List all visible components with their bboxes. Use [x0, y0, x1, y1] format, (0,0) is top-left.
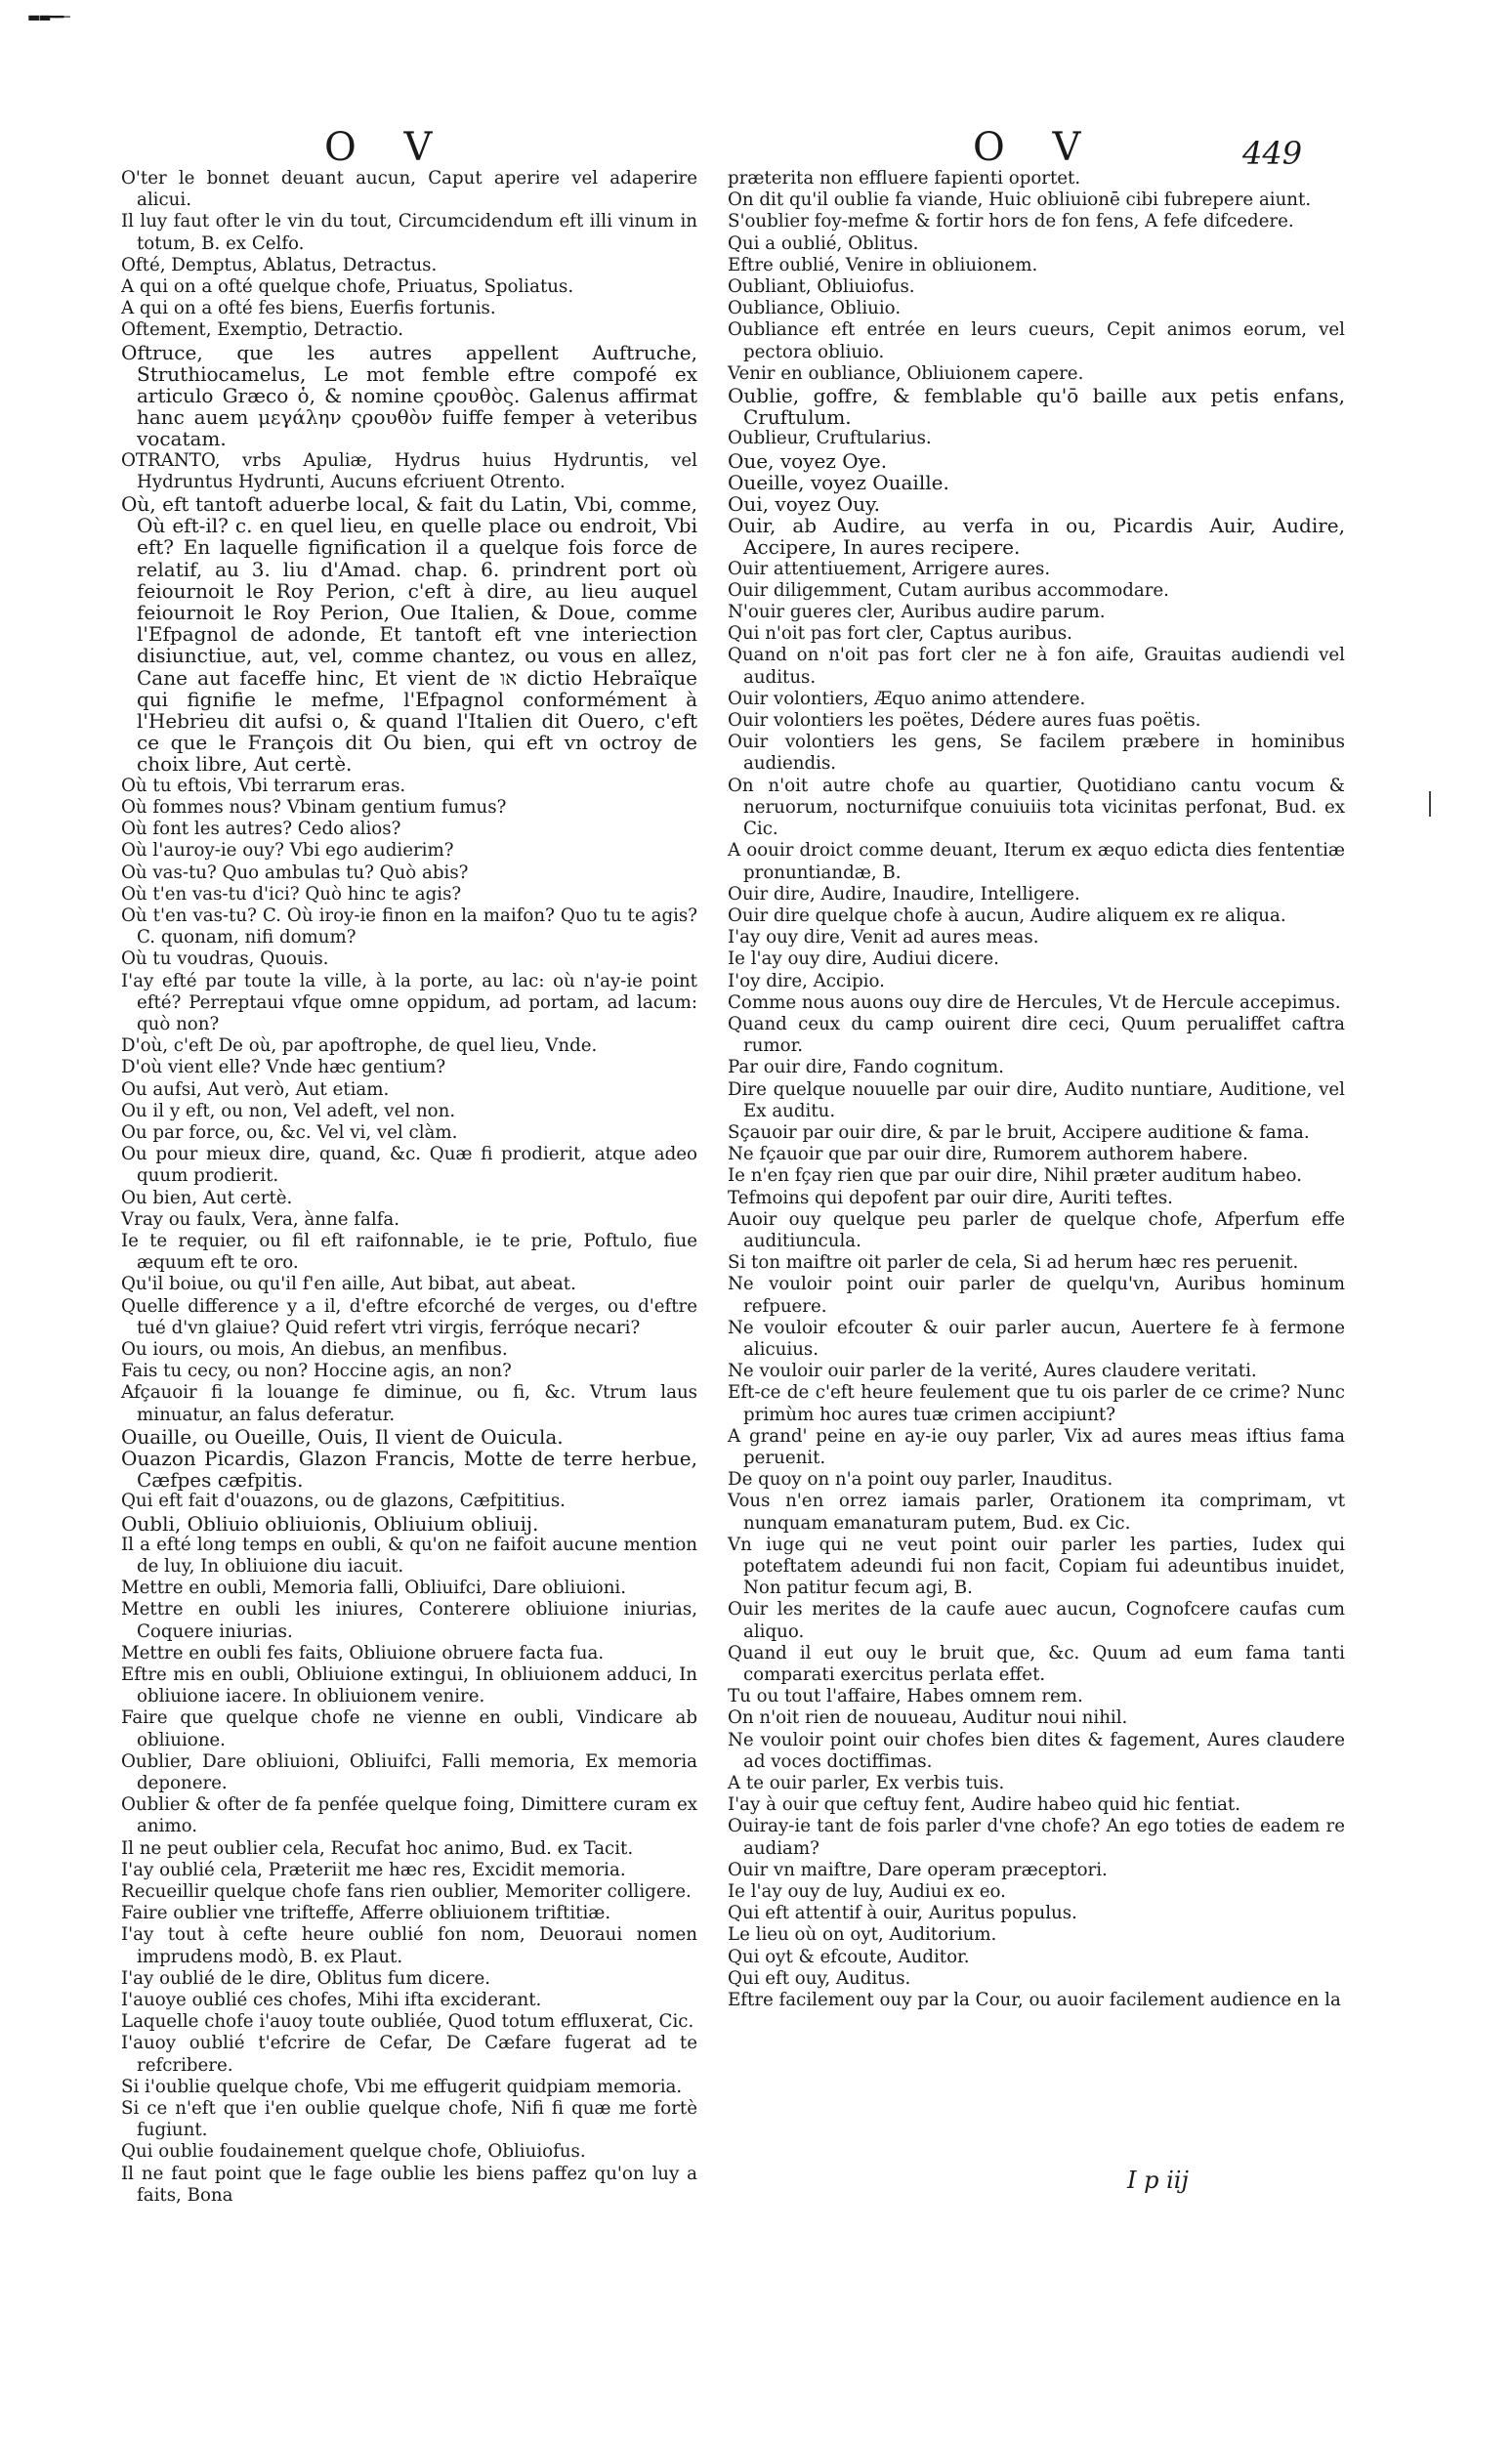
dictionary-entry: Quand ceux du camp ouirent dire ceci, Quum perualiffet caftra rumor. — [728, 1013, 1345, 1057]
dictionary-entry: Quand on n'oit pas fort cler ne à fon aife, Grauitas audiendi vel auditus. — [728, 645, 1345, 688]
dictionary-entry: I'ay oublié de le dire, Oblitus fum dicere. — [121, 1967, 491, 1989]
dictionary-entry: Le lieu où on oyt, Auditorium. — [728, 1924, 997, 1946]
dictionary-entry: Qui eft fait d'ouazons, ou de glazons, Cæfpititius. — [121, 1491, 566, 1512]
dictionary-entry: Il a efté long temps en oubli, & qu'on ne faifoit aucune mention de luy, In obliuione diu iacuit. — [121, 1534, 697, 1577]
dictionary-entry: Ouir volontiers les gens, Se facilem præbere in hominibus audiendis. — [728, 732, 1345, 775]
dictionary-entry: Ouir diligemment, Cutam auribus accommodare. — [728, 579, 1169, 601]
dictionary-entry: I'ay tout à cefte heure oublié fon nom, Deuoraui nomen imprudens modò, B. ex Plaut. — [121, 1924, 697, 1967]
dictionary-entry: Ne fçauoir que par ouir dire, Rumorem authorem habere. — [728, 1144, 1248, 1165]
dictionary-entry: Eftre facilement ouy par la Cour, ou auoir facilement audience en la — [728, 1990, 1341, 2011]
dictionary-entry: Ouir les merites de la caufe auec aucun, Cognofcere caufas cum aliquo. — [728, 1599, 1345, 1642]
dictionary-entry: A oouir droict comme deuant, Iterum ex æquo edicta dies fententiæ pronuntiandæ, B. — [728, 840, 1345, 883]
dictionary-entry: Mettre en oubli, Memoria falli, Obliuifci, Dare obliuioni. — [121, 1578, 627, 1599]
dictionary-entry: Par ouir dire, Fando cognitum. — [728, 1057, 1004, 1078]
dictionary-entry: Ouiray-ie tant de fois parler d'vne chofe? An ego toties de eadem re audiam? — [728, 1816, 1345, 1859]
dictionary-entry: Qui eft ouy, Auditus. — [728, 1967, 911, 1989]
dictionary-entry: Où, eft tantoft aduerbe local, & fait du Latin, Vbi, comme, Où eft-il? c. en quel lieu, en quelle place ou endroit, Vbi eft? En laquelle fignification il a quelque fois force de relatif, au 3. liu d'Amad. chap. 6. prindrent port où feiournoit le Roy Perion, c'eft à dire, au lieu auquel feiournoit le Roy Perion, Oue Italien, & Doue, comme l'Efpagnol de adonde, Et tantoft eft vne interiection disiunctiue, aut, vel, comme chantez, ou vous en allez, Cane aut faceffe hinc, Et vient de או dictio Hebraïque qui fignifie le mefme, l'Efpagnol conformément à l'Hebrieu dit aufsi o, & quand l'Italien dit Ouero, c'eft ce que le François dit Ou bien, qui eft vn octroy de choix libre, Aut certè. — [121, 492, 697, 777]
dictionary-entry: Ouazon Picardis, Glazon Francis, Motte de terre herbue, Cæfpes cæfpitis. — [121, 1446, 697, 1493]
corner-mark: ▬▬━━─ — [27, 10, 68, 25]
right-running-head: O V — [973, 125, 1099, 170]
dictionary-entry: Ofté, Demptus, Ablatus, Detractus. — [121, 254, 438, 275]
dictionary-entry: Ou par force, ou, &c. Vel vi, vel clàm. — [121, 1121, 458, 1143]
dictionary-entry: Oueille, voyez Ouaille. — [728, 470, 949, 494]
dictionary-entry: Si i'oublie quelque chofe, Vbi me effugerit quidpiam memoria. — [121, 2076, 683, 2097]
dictionary-entry: Vray ou faulx, Vera, ànne falfa. — [121, 1208, 399, 1230]
dictionary-entry: Oublie, goffre, & femblable qu'ō baille aux petis enfans, Cruftulum. — [728, 384, 1345, 430]
dictionary-entry: Il luy faut ofter le vin du tout, Circumcidendum eft illi vinum in totum, B. ex Celfo. — [121, 211, 697, 254]
dictionary-entry: Où tu voudras, Quouis. — [121, 948, 329, 970]
dictionary-entry: Laquelle chofe i'auoy toute oubliée, Quod totum effluxerat, Cic. — [121, 2011, 694, 2033]
dictionary-entry: Oubliance eft entrée en leurs cueurs, Cepit animos eorum, vel pectora obliuio. — [728, 319, 1345, 362]
dictionary-entry: Si ce n'eft que i'en oublie quelque chofe, Nifi fi quæ me fortè fugiunt. — [121, 2098, 697, 2141]
dictionary-entry: Où font les autres? Cedo alios? — [121, 819, 401, 840]
dictionary-entry: OTRANTO, vrbs Apuliæ, Hydrus huius Hydruntis, vel Hydruntus Hydrunti, Aucuns efcriuent Otrento. — [121, 449, 697, 492]
dictionary-entry: A te ouir parler, Ex verbis tuis. — [728, 1773, 1005, 1794]
dictionary-entry: Où t'en vas-tu? C. Où iroy-ie finon en la maifon? Quo tu te agis? C. quonam, nifi domum? — [121, 905, 697, 948]
dictionary-entry: Ou iours, ou mois, An diebus, an menfibus. — [121, 1338, 508, 1360]
dictionary-entry: Vous n'en orrez iamais parler, Orationem ita comprimam, vt nunquam emanaturam putem, Bud. ex Cic. — [728, 1491, 1345, 1534]
dictionary-entry: A qui on a ofté fes biens, Euerfis fortunis. — [121, 298, 496, 319]
dictionary-entry: præterita non effluere fapienti oportet. — [728, 168, 1081, 189]
dictionary-entry: Recueillir quelque chofe fans rien oublier, Memoriter colligere. — [121, 1881, 692, 1903]
dictionary-entry: D'où vient elle? Vnde hæc gentium? — [121, 1057, 446, 1078]
dictionary-entry: Qu'il boiue, ou qu'il f'en aille, Aut bibat, aut abeat. — [121, 1274, 576, 1295]
dictionary-entry: Oftruce, que les autres appellent Auftruche, Struthiocamelus, Le mot femble eftre compofé ex articulo Græco ὁ, & nomine ςρουθὸς. Galenus affirmat hanc auem μεγάλην ςρουθὸν fuiffe femper à veteribus vocatam. — [121, 340, 697, 451]
dictionary-entry: Il ne faut point que le fage oublie les biens paffez qu'on luy a faits, Bona — [121, 2163, 697, 2206]
dictionary-entry: Oftement, Exemptio, Detractio. — [121, 319, 404, 341]
dictionary-entry: O'ter le bonnet deuant aucun, Caput aperire vel adaperire alicui. — [121, 168, 697, 211]
dictionary-entry: I'ay efté par toute la ville, à la porte, au lac: où n'ay-ie point efté? Perreptaui vfque omne oppidum, ad portam, ad lacum: quò non? — [121, 970, 697, 1034]
dictionary-entry: Dire quelque nouuelle par ouir dire, Audito nuntiare, Auditione, vel Ex auditu. — [728, 1078, 1345, 1121]
dictionary-entry: Afçauoir fi la louange fe diminue, ou fi, &c. Vtrum laus minuatur, an falus deferatur. — [121, 1382, 697, 1425]
dictionary-entry: Oublieur, Cruftularius. — [728, 428, 932, 449]
dictionary-entry: Oublier, Dare obliuioni, Obliuifci, Falli memoria, Ex memoria deponere. — [121, 1750, 697, 1794]
dictionary-entry: I'ay ouy dire, Venit ad aures meas. — [728, 927, 1039, 948]
dictionary-entry: Qui oublie foudainement quelque chofe, Obliuiofus. — [121, 2141, 586, 2163]
dictionary-entry: Auoir ouy quelque peu parler de quelque chofe, Afperfum effe auditiuncula. — [728, 1208, 1345, 1251]
dictionary-entry: Ou aufsi, Aut verò, Aut etiam. — [121, 1078, 390, 1100]
dictionary-entry: Ouir volontiers, Æquo animo attendere. — [728, 688, 1086, 709]
dictionary-entry: I'oy dire, Accipio. — [728, 970, 885, 991]
dictionary-entry: On dit qu'il oublie fa viande, Huic obliuionē cibi fubrepere aiunt. — [728, 189, 1312, 211]
dictionary-entry: I'auoye oublié ces chofes, Mihi ifta exciderant. — [121, 1990, 542, 2011]
right-column — [728, 168, 1345, 2011]
dictionary-entry: Où vas-tu? Quo ambulas tu? Quò abis? — [121, 862, 469, 883]
signature-mark: I p iij — [1127, 2167, 1189, 2194]
dictionary-entry: I'ay oublié cela, Præteriit me hæc res, Excidit memoria. — [121, 1859, 626, 1880]
dictionary-entry: Ouir attentiuement, Arrigere aures. — [728, 558, 1051, 579]
dictionary-entry: Qui a oublié, Oblitus. — [728, 232, 919, 254]
dictionary-entry: De quoy on n'a point ouy parler, Inauditus. — [728, 1469, 1113, 1491]
dictionary-entry: Où fommes nous? Vbinam gentium fumus? — [121, 796, 507, 818]
dictionary-entry: Ouir dire, Audire, Inaudire, Intelligere. — [728, 883, 1080, 905]
dictionary-entry: On n'oit rien de nouueau, Auditur noui nihil. — [728, 1707, 1128, 1729]
left-column — [121, 168, 697, 2207]
dictionary-entry: Venir en oubliance, Obliuionem capere. — [728, 362, 1084, 384]
dictionary-entry: Comme nous auons ouy dire de Hercules, Vt de Hercule accepimus. — [728, 991, 1341, 1013]
dictionary-entry: Oubliance, Obliuio. — [728, 298, 902, 319]
dictionary-entry: Ne vouloir efcouter & ouir parler aucun, Auertere fe à fermone alicuius. — [728, 1317, 1345, 1360]
dictionary-entry: Quelle difference y a il, d'eftre efcorché de verges, ou d'eftre tué d'vn glaiue? Quid refert vtri virgis, ferróque necari? — [121, 1295, 697, 1338]
page-number: 449 — [1242, 135, 1303, 172]
dictionary-entry: Eft-ce de c'eft heure feulement que tu ois parler de ce crime? Nunc primùm hoc aures tuæ crimen accipiunt? — [728, 1382, 1345, 1425]
dictionary-entry: Où tu eftois, Vbi terrarum eras. — [121, 775, 406, 796]
dictionary-entry: Ouir volontiers les poëtes, Dédere aures fuas poëtis. — [728, 710, 1201, 732]
dictionary-entry: A qui on a ofté quelque chofe, Priuatus, Spoliatus. — [121, 276, 574, 298]
dictionary-entry: Mettre en oubli fes faits, Obliuione obruere facta fua. — [121, 1642, 605, 1663]
dictionary-entry: Oui, voyez Ouy. — [728, 492, 881, 517]
dictionary-entry: Ne vouloir ouir parler de la verité, Aures claudere veritati. — [728, 1361, 1257, 1382]
dictionary-entry: Ouaille, ou Oueille, Ouis, Il vient de Ouicula. — [121, 1424, 564, 1449]
dictionary-entry: Ou il y eft, ou non, Vel adeft, vel non. — [121, 1100, 456, 1121]
dictionary-entry: Ne vouloir point ouir parler de quelqu'vn, Auribus hominum refpuere. — [728, 1274, 1345, 1317]
dictionary-entry: Qui oyt & efcoute, Auditor. — [728, 1946, 970, 1967]
dictionary-entry: Eftre oublié, Venire in obliuionem. — [728, 254, 1038, 275]
dictionary-entry: Qui eft attentif à ouir, Auritus populus. — [728, 1903, 1077, 1924]
dictionary-entry: Si ton maiftre oit parler de cela, Si ad herum hæc res peruenit. — [728, 1252, 1299, 1274]
dictionary-entry: Ouir dire quelque chofe à aucun, Audire aliquem ex re aliqua. — [728, 905, 1286, 926]
margin-mark — [1429, 791, 1431, 817]
dictionary-entry: Ou pour mieux dire, quand, &c. Quæ fi prodierit, atque adeo quum prodierit. — [121, 1144, 697, 1187]
dictionary-entry: Qui n'oit pas fort cler, Captus auribus. — [728, 623, 1072, 645]
dictionary-entry: Où l'auroy-ie ouy? Vbi ego audierim? — [121, 840, 454, 862]
dictionary-entry: Fais tu cecy, ou non? Hoccine agis, an non? — [121, 1361, 512, 1382]
dictionary-entry: Tefmoins qui depofent par ouir dire, Auriti teftes. — [728, 1187, 1173, 1208]
dictionary-entry: Oubli, Obliuio obliuionis, Obliuium obliuij. — [121, 1511, 539, 1536]
dictionary-entry: I'auoy oublié t'efcrire de Cefar, De Cæfare fugerat ad te refcribere. — [121, 2033, 697, 2076]
dictionary-entry: Il ne peut oublier cela, Recufat hoc animo, Bud. ex Tacit. — [121, 1837, 634, 1859]
dictionary-entry: Faire que quelque chofe ne vienne en oubli, Vindicare ab obliuione. — [121, 1707, 697, 1750]
dictionary-entry: Sçauoir par ouir dire, & par le bruit, Accipere auditione & fama. — [728, 1121, 1310, 1143]
dictionary-entry: Ie l'ay ouy dire, Audiui dicere. — [728, 948, 999, 970]
dictionary-entry: On n'oit autre chofe au quartier, Quotidiano cantu vocum & neruorum, nocturnifque conuiuiis tota vicinitas perfonat, Bud. ex Cic. — [728, 775, 1345, 840]
dictionary-entry: N'ouir gueres cler, Auribus audire parum. — [728, 602, 1106, 623]
dictionary-entry: Ne vouloir point ouir chofes bien dites & fagement, Aures claudere ad voces doctiffimas. — [728, 1729, 1345, 1772]
dictionary-entry: Oue, voyez Oye. — [728, 448, 888, 473]
dictionary-entry: I'ay à ouir que ceftuy fent, Audire habeo quid hic fentiat. — [728, 1794, 1241, 1816]
dictionary-entry: Quand il eut ouy le bruit que, &c. Quum ad eum fama tanti comparati exercitus perlata effet. — [728, 1642, 1345, 1686]
dictionary-entry: Ouir, ab Audire, au verfa in ou, Picardis Auir, Audire, Accipere, In aures recipere. — [728, 514, 1345, 560]
dictionary-entry: Ou bien, Aut certè. — [121, 1187, 293, 1208]
dictionary-entry: Ie te requier, ou fil eft raifonnable, ie te prie, Poftulo, fiue æquum eft te oro. — [121, 1230, 697, 1274]
dictionary-entry: Faire oublier vne trifteffe, Afferre obliuionem triftitiæ. — [121, 1903, 611, 1924]
dictionary-entry: Mettre en oubli les iniures, Conterere obliuione iniurias, Coquere iniurias. — [121, 1599, 697, 1642]
dictionary-entry: S'oublier foy-mefme & fortir hors de fon fens, A fefe difcedere. — [728, 211, 1294, 232]
dictionary-entry: D'où, c'eft De où, par apoftrophe, de quel lieu, Vnde. — [121, 1035, 598, 1057]
left-running-head: O V — [324, 125, 450, 170]
dictionary-entry: Eftre mis en oubli, Obliuione extingui, In obliuionem adduci, In obliuione iacere. In obliuionem venire. — [121, 1664, 697, 1707]
dictionary-entry: Ie n'en fçay rien que par ouir dire, Nihil præter auditum habeo. — [728, 1165, 1302, 1187]
dictionary-entry: Ouir vn maiftre, Dare operam præceptori. — [728, 1859, 1108, 1880]
dictionary-entry: Où t'en vas-tu d'ici? Quò hinc te agis? — [121, 883, 462, 905]
dictionary-entry: Oubliant, Obliuiofus. — [728, 276, 915, 298]
dictionary-entry: A grand' peine en ay-ie ouy parler, Vix ad aures meas iftius fama peruenit. — [728, 1425, 1345, 1468]
dictionary-entry: Ie l'ay ouy de luy, Audiui ex eo. — [728, 1881, 1006, 1903]
dictionary-entry: Tu ou tout l'affaire, Habes omnem rem. — [728, 1686, 1083, 1707]
dictionary-entry: Vn iuge qui ne veut point ouir parler les parties, Iudex qui poteftatem adeundi fui non facit, Copiam fui adeuntibus inuidet, Non patitur fecum agi, B. — [728, 1534, 1345, 1599]
dictionary-entry: Oublier & ofter de fa penfée quelque foing, Dimittere curam ex animo. — [121, 1794, 697, 1837]
